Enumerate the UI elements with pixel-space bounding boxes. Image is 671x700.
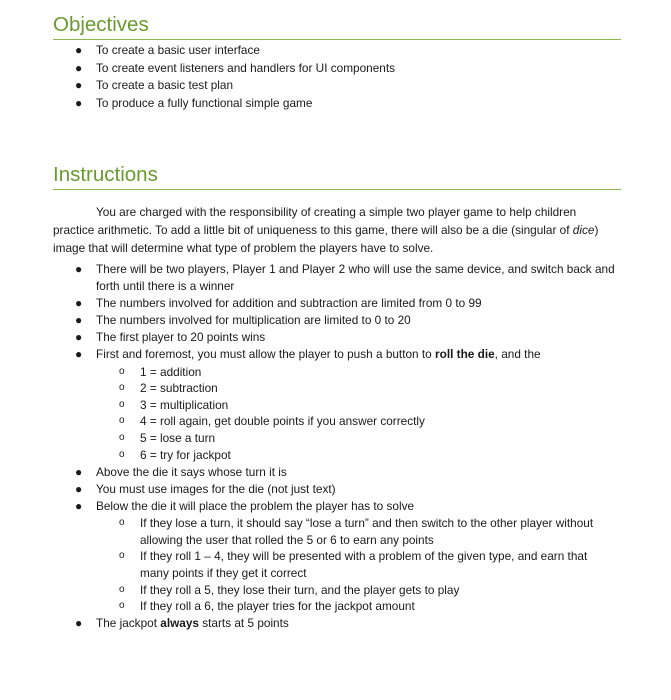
instruction-text: The numbers involved for multiplication are limited to 0 to 20: [96, 312, 411, 327]
circle-bullet-icon: o: [119, 550, 125, 562]
outcome-text: 4 = roll again, get double points if you answer correctly: [140, 414, 425, 429]
objective-text: To produce a fully functional simple game: [96, 96, 313, 111]
sub-list-item: [53, 447, 618, 464]
bullet-icon: ●: [75, 347, 83, 362]
outcome-text: 1 = addition: [140, 364, 202, 379]
instruction-text: There will be two players, Player 1 and Player 2 who will use the same device, and switch back and forth until there is a winner: [96, 262, 615, 293]
list-item: [53, 329, 618, 346]
outcome-text: 6 = try for jackpot: [140, 447, 231, 462]
circle-bullet-icon: o: [119, 517, 125, 529]
sub-text: If they lose a turn, it should say “lose a turn” and then switch to the other player without allowing the user that rolled the 5 or 6 to earn any points: [140, 516, 594, 547]
bullet-icon: ●: [75, 499, 83, 514]
circle-bullet-icon: o: [119, 583, 125, 595]
circle-bullet-icon: o: [119, 398, 125, 410]
list-item: [53, 346, 618, 363]
instruction-text: Below the die it will place the problem the player has to solve: [96, 499, 415, 514]
list-item: [53, 295, 618, 312]
circle-bullet-icon: o: [119, 415, 125, 427]
below-die-container: [53, 515, 618, 615]
sub-list-item: [53, 380, 618, 397]
bullet-icon: ●: [75, 60, 83, 75]
sub-list-item: [53, 430, 618, 447]
list-item: [53, 498, 618, 515]
outcome-text: 5 = lose a turn: [140, 430, 216, 445]
intro-text-2: ) image that will determine what type of problem the players have to solve.: [53, 222, 599, 255]
circle-bullet-icon: o: [119, 600, 125, 612]
jackpot-post: starts at 5 points: [198, 616, 289, 631]
circle-bullet-icon: o: [119, 448, 125, 460]
objective-text: To create a basic test plan: [96, 78, 234, 93]
bullet-icon: ●: [75, 262, 83, 276]
sub-list-item: [53, 515, 618, 548]
list-item: [53, 77, 618, 94]
instructions-intro: [53, 203, 613, 257]
list-item: [53, 615, 618, 632]
sub-list-item: [53, 364, 618, 381]
instruction-text: You must use images for the die (not just text): [96, 481, 336, 496]
die-outcomes-list: [53, 364, 618, 464]
sub-list-item: [53, 397, 618, 414]
list-item: [53, 481, 618, 498]
list-item: [53, 42, 618, 59]
sub-list-item: [53, 548, 618, 581]
objective-text: To create a basic user interface: [96, 43, 260, 57]
list-item: [53, 261, 618, 294]
sub-list-item: [53, 598, 618, 615]
bullet-icon: ●: [75, 43, 83, 57]
sub-list-item: [53, 582, 618, 599]
die-outcomes-container: [53, 364, 618, 464]
bullet-icon: ●: [75, 330, 83, 345]
roll-die-bold: roll the die: [435, 347, 495, 362]
outcome-text: 2 = subtraction: [140, 381, 218, 396]
instruction-text: The numbers involved for addition and subtraction are limited from 0 to 99: [96, 295, 482, 310]
jackpot-pre: The jackpot: [96, 616, 161, 631]
sub-list-item: [53, 413, 618, 430]
instructions-heading: Instructions: [53, 163, 621, 190]
jackpot-bold: always: [160, 616, 199, 631]
list-item: [53, 95, 618, 112]
intro-text-1: You are charged with the responsibility of creating a simple two player game to help children practice arithmetic. To add a little bit of uniqueness to this game, there will also be a die (singular of: [53, 204, 577, 237]
bullet-icon: ●: [75, 616, 83, 631]
sub-text: If they roll a 5, they lose their turn, and the player gets to play: [140, 582, 460, 597]
bullet-icon: ●: [75, 78, 83, 93]
instructions-list: [53, 261, 618, 633]
outcome-text: 3 = multiplication: [140, 397, 229, 412]
bullet-icon: ●: [75, 312, 83, 327]
sub-text: If they roll 1 – 4, they will be presented with a problem of the given type, and earn that many points if they get it correct: [140, 549, 588, 581]
sub-text: If they roll a 6, the player tries for the jackpot amount: [140, 599, 415, 614]
intro-emphasis: dice: [572, 222, 595, 237]
circle-bullet-icon: o: [119, 431, 125, 443]
roll-die-pre: First and foremost, you must allow the player to push a button to: [96, 347, 436, 362]
objective-text: To create event listeners and handlers for UI components: [96, 60, 396, 75]
below-die-list: [53, 515, 618, 615]
bullet-icon: ●: [75, 481, 83, 496]
list-item: [53, 60, 618, 77]
bullet-icon: ●: [75, 96, 83, 111]
circle-bullet-icon: o: [119, 382, 125, 394]
objectives-list: [53, 42, 618, 113]
bullet-icon: ●: [75, 464, 83, 479]
instruction-text: The first player to 20 points wins: [96, 330, 266, 345]
circle-bullet-icon: o: [119, 365, 125, 377]
list-item: [53, 464, 618, 481]
objectives-heading: Objectives: [53, 13, 621, 40]
instruction-text: Above the die it says whose turn it is: [96, 464, 287, 479]
roll-die-post: , and the: [494, 347, 541, 362]
list-item: [53, 312, 618, 329]
bullet-icon: ●: [75, 295, 83, 310]
